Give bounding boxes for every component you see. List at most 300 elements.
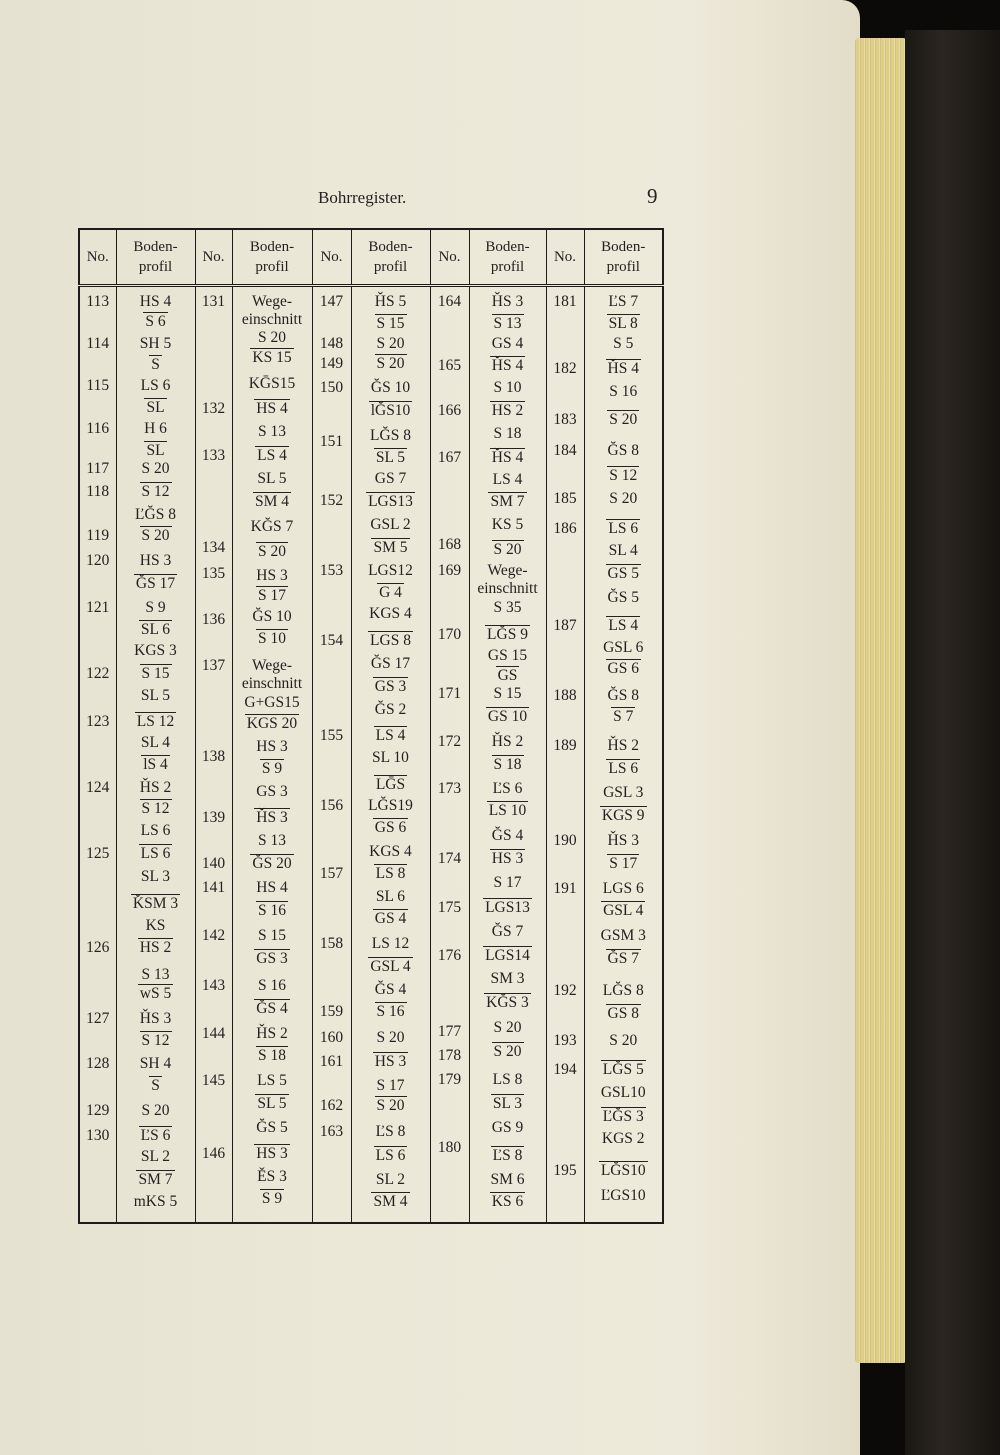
soil-profile-entry: SH 5 bbox=[139, 335, 172, 352]
soil-profile-entry: ĚS 3 bbox=[257, 1168, 287, 1185]
soil-profile-entry: SM 6 bbox=[490, 1171, 525, 1188]
soil-profile-entry: S 17 bbox=[493, 874, 522, 891]
register-number: 164 bbox=[437, 293, 462, 310]
soil-profile-entry: LĞS 8 bbox=[370, 427, 411, 444]
register-number: 132 bbox=[201, 400, 226, 417]
register-number: 128 bbox=[86, 1055, 110, 1072]
register-number: 174 bbox=[437, 850, 462, 867]
profile-column bbox=[116, 286, 195, 1224]
soil-profile-entry: S 13 bbox=[258, 423, 286, 440]
register-number: 146 bbox=[201, 1145, 226, 1162]
soil-profile-entry: KGS 4 bbox=[369, 605, 412, 622]
soil-profile-entry: HS 2 bbox=[139, 939, 172, 956]
soil-profile-entry: einschnitt bbox=[477, 580, 538, 597]
soil-profile-entry: ĞS 10 bbox=[370, 379, 411, 396]
soil-profile-entry: LS 4 bbox=[608, 617, 639, 634]
soil-profile-entry: HS 3 bbox=[256, 738, 288, 755]
register-number: 162 bbox=[319, 1097, 344, 1114]
soil-profile-entry: S 35 bbox=[493, 599, 522, 616]
soil-profile-entry: KĞS 3 bbox=[486, 994, 529, 1011]
soil-profile-entry: S 15 bbox=[258, 927, 286, 944]
soil-profile-entry: Wege- bbox=[487, 562, 528, 579]
soil-profile-entry: ȞS 4 bbox=[491, 357, 524, 374]
no-column bbox=[79, 286, 116, 1224]
soil-profile-entry: S 16 bbox=[609, 383, 638, 400]
register-number: 139 bbox=[201, 809, 226, 826]
profile-column bbox=[469, 286, 546, 1224]
soil-profile-entry: Wege- bbox=[251, 293, 293, 310]
register-number: 169 bbox=[437, 562, 462, 579]
soil-profile-entry: S 20 bbox=[376, 1097, 405, 1114]
soil-profile-entry: GS 4 bbox=[374, 910, 407, 927]
soil-profile-entry: KGS 2 bbox=[601, 1130, 645, 1147]
soil-profile-entry: S 7 bbox=[613, 708, 634, 725]
no-column bbox=[312, 286, 351, 1224]
soil-profile-entry: HS 4 bbox=[256, 879, 288, 896]
soil-profile-entry: GS 5 bbox=[607, 565, 639, 582]
register-number: 180 bbox=[437, 1139, 462, 1156]
soil-profile-entry: LS 10 bbox=[488, 802, 527, 819]
register-number: 161 bbox=[319, 1053, 344, 1070]
soil-profile-entry: S 13 bbox=[493, 315, 522, 332]
bore-register-table bbox=[78, 228, 664, 1224]
register-number: 181 bbox=[553, 293, 577, 310]
register-number: 184 bbox=[553, 442, 577, 459]
soil-profile-entry: LS 6 bbox=[140, 377, 171, 394]
soil-profile-entry: G+GS15 bbox=[244, 694, 300, 711]
soil-profile-entry: ȞS 4 bbox=[607, 360, 639, 377]
soil-profile-entry: S 20 bbox=[141, 1102, 170, 1119]
soil-profile-entry: S 12 bbox=[609, 467, 638, 484]
soil-profile-entry: ǨSM 3 bbox=[132, 895, 179, 912]
book-spine bbox=[905, 30, 1000, 1455]
soil-profile-entry: LS 4 bbox=[257, 447, 287, 464]
register-number: 115 bbox=[86, 377, 110, 394]
soil-profile-entry: S 18 bbox=[258, 1047, 286, 1064]
register-number: 152 bbox=[319, 492, 344, 509]
soil-profile-entry: ĞS 7 bbox=[607, 950, 639, 967]
register-number: 186 bbox=[553, 520, 577, 537]
soil-profile-entry: LGS13 bbox=[485, 899, 530, 916]
register-number: 135 bbox=[201, 565, 226, 582]
register-number: 126 bbox=[86, 939, 110, 956]
register-number: 176 bbox=[437, 947, 462, 964]
register-number: 194 bbox=[553, 1061, 577, 1078]
soil-profile-entry: LS 6 bbox=[140, 845, 171, 862]
soil-profile-entry: ĽS 8 bbox=[492, 1147, 523, 1164]
soil-profile-entry: KGS 3 bbox=[134, 642, 177, 659]
soil-profile-entry: SL 5 bbox=[257, 1095, 287, 1112]
soil-profile-entry: SL 4 bbox=[140, 734, 171, 751]
register-number: 116 bbox=[86, 420, 110, 437]
register-number: 165 bbox=[437, 357, 462, 374]
soil-profile-entry: S 20 bbox=[258, 543, 286, 560]
soil-profile-entry: S 18 bbox=[493, 756, 522, 773]
soil-profile-entry: S 9 bbox=[145, 599, 166, 616]
soil-profile-entry: S 15 bbox=[376, 315, 405, 332]
register-number: 182 bbox=[553, 360, 577, 377]
register-number: 172 bbox=[437, 733, 462, 750]
register-number: 137 bbox=[201, 657, 226, 674]
soil-profile-entry: HS 3 bbox=[491, 850, 524, 867]
soil-profile-entry: S 20 bbox=[609, 411, 638, 428]
soil-profile-entry: HS 4 bbox=[139, 293, 172, 310]
soil-profile-entry: LS 4 bbox=[375, 727, 406, 744]
header-no: No. bbox=[312, 229, 351, 286]
header-no: No. bbox=[430, 229, 469, 286]
soil-profile-entry: S 17 bbox=[609, 855, 638, 872]
register-number: 191 bbox=[553, 880, 577, 897]
register-number: 123 bbox=[86, 713, 110, 730]
register-number: 148 bbox=[319, 335, 344, 352]
soil-profile-entry: GS 9 bbox=[491, 1119, 524, 1136]
register-number: 177 bbox=[437, 1023, 462, 1040]
soil-profile-entry: lS 4 bbox=[143, 756, 168, 773]
register-number: 134 bbox=[201, 539, 226, 556]
register-number: 178 bbox=[437, 1047, 462, 1064]
soil-profile-entry: S 20 bbox=[609, 490, 638, 507]
soil-profile-entry: SL 2 bbox=[375, 1171, 406, 1188]
register-number: 185 bbox=[553, 490, 577, 507]
register-number: 118 bbox=[86, 483, 110, 500]
soil-profile-entry: LS 6 bbox=[140, 822, 171, 839]
soil-profile-entry: ĞS 17 bbox=[370, 655, 411, 672]
header-profile: Boden- profil bbox=[116, 229, 195, 286]
soil-profile-entry: LḠS bbox=[375, 776, 406, 793]
soil-profile-entry: S 12 bbox=[141, 1032, 170, 1049]
soil-profile-entry: S 20 bbox=[609, 1032, 638, 1049]
soil-profile-entry: KḠS15 bbox=[248, 375, 296, 392]
soil-profile-entry: SL 3 bbox=[140, 868, 171, 885]
register-number: 124 bbox=[86, 779, 110, 796]
register-number: 156 bbox=[319, 797, 344, 814]
soil-profile-entry: SH 4 bbox=[139, 1055, 172, 1072]
header-no: No. bbox=[79, 229, 116, 286]
register-number: 129 bbox=[86, 1102, 110, 1119]
soil-profile-entry: SL 8 bbox=[608, 315, 638, 332]
header-profile: Boden- profil bbox=[232, 229, 312, 286]
body-row bbox=[79, 286, 663, 1224]
register-number: 153 bbox=[319, 562, 344, 579]
soil-profile-entry: S 20 bbox=[258, 329, 286, 346]
soil-profile-entry: SL 10 bbox=[372, 749, 409, 766]
soil-profile-entry: GS 8 bbox=[607, 1005, 639, 1022]
soil-profile-entry: ĽS 6 bbox=[492, 780, 523, 797]
soil-profile-entry: GSL 6 bbox=[603, 639, 644, 656]
soil-profile-entry: LGS 6 bbox=[602, 880, 644, 897]
soil-profile-entry: LS 6 bbox=[608, 760, 639, 777]
soil-profile-entry: HS 3 bbox=[256, 567, 288, 584]
soil-profile-entry: SL 6 bbox=[375, 888, 406, 905]
soil-profile-entry: mKS 5 bbox=[133, 1193, 178, 1210]
profile-column bbox=[584, 286, 663, 1224]
soil-profile-entry: ĽS 7 bbox=[608, 293, 639, 310]
soil-profile-entry: HS 4 bbox=[256, 400, 288, 417]
register-number: 121 bbox=[86, 599, 110, 616]
register-number: 145 bbox=[201, 1072, 226, 1089]
soil-profile-entry: ĞS 4 bbox=[256, 1000, 288, 1017]
soil-profile-entry: SM 3 bbox=[490, 970, 525, 987]
soil-profile-entry: S 15 bbox=[493, 685, 522, 702]
soil-profile-entry: LS 6 bbox=[375, 1147, 406, 1164]
soil-profile-entry: ȞS 3 bbox=[139, 1010, 172, 1027]
no-column bbox=[546, 286, 584, 1224]
register-number: 190 bbox=[553, 832, 577, 849]
register-number: 114 bbox=[86, 335, 110, 352]
register-number: 125 bbox=[86, 845, 110, 862]
soil-profile-entry: SL 4 bbox=[608, 542, 638, 559]
soil-profile-entry: S 15 bbox=[141, 665, 170, 682]
soil-profile-entry: LGS14 bbox=[485, 947, 530, 964]
soil-profile-entry: KGS 9 bbox=[601, 807, 645, 824]
register-number: 192 bbox=[553, 982, 577, 999]
register-number: 122 bbox=[86, 665, 110, 682]
soil-profile-entry: ȞS 4 bbox=[491, 449, 524, 466]
soil-profile-entry: ĞS 20 bbox=[252, 855, 292, 872]
soil-profile-entry: S 20 bbox=[141, 527, 170, 544]
soil-profile-entry: ȞS 2 bbox=[139, 779, 172, 796]
register-number: 133 bbox=[201, 447, 226, 464]
soil-profile-entry: S 20 bbox=[376, 1029, 405, 1046]
register-number: 159 bbox=[319, 1003, 344, 1020]
register-number: 151 bbox=[319, 433, 344, 450]
soil-profile-entry: ĞS 4 bbox=[374, 981, 407, 998]
soil-profile-entry: ĞS 4 bbox=[491, 827, 524, 844]
no-column bbox=[195, 286, 232, 1224]
soil-profile-entry: ĞS 5 bbox=[256, 1119, 288, 1136]
register-number: 143 bbox=[201, 977, 226, 994]
header-profile: Boden- profil bbox=[351, 229, 430, 286]
soil-profile-entry: HS 2 bbox=[491, 402, 524, 419]
register-number: 127 bbox=[86, 1010, 110, 1027]
soil-profile-entry: ȞS 2 bbox=[256, 1025, 288, 1042]
soil-profile-entry: S 9 bbox=[261, 1190, 283, 1207]
soil-profile-entry: S 6 bbox=[145, 313, 166, 330]
soil-profile-entry: KS 5 bbox=[491, 516, 524, 533]
register-number: 155 bbox=[319, 727, 344, 744]
soil-profile-entry: KĞS 7 bbox=[250, 518, 294, 535]
soil-profile-entry: S 12 bbox=[141, 800, 170, 817]
soil-profile-entry: LS 6 bbox=[608, 520, 639, 537]
register-number: 195 bbox=[553, 1162, 577, 1179]
register-number: 188 bbox=[553, 687, 577, 704]
soil-profile-entry: S 13 bbox=[258, 832, 286, 849]
register-number: 136 bbox=[201, 611, 226, 628]
soil-profile-entry: LS 4 bbox=[492, 471, 523, 488]
soil-profile-entry: LĞS19 bbox=[368, 797, 413, 814]
running-title: Bohrregister. bbox=[318, 188, 407, 207]
soil-profile-entry: S 20 bbox=[493, 541, 522, 558]
soil-profile-entry: S 16 bbox=[258, 902, 286, 919]
soil-profile-entry: S 13 bbox=[141, 966, 170, 983]
soil-profile-entry: LS 8 bbox=[492, 1071, 523, 1088]
register-number: 168 bbox=[437, 536, 462, 553]
soil-profile-entry: Wege- bbox=[251, 657, 293, 674]
register-number: 120 bbox=[86, 552, 110, 569]
soil-profile-entry: LĞS 8 bbox=[602, 982, 644, 999]
soil-profile-entry: LGS 8 bbox=[370, 632, 411, 649]
header-no: No. bbox=[195, 229, 232, 286]
soil-profile-entry: S 16 bbox=[376, 1003, 405, 1020]
soil-profile-entry: SM 7 bbox=[490, 493, 525, 510]
soil-profile-entry: GS bbox=[497, 667, 518, 684]
register-number: 131 bbox=[201, 293, 226, 310]
soil-profile-entry: HS 3 bbox=[139, 552, 172, 569]
soil-profile-entry: ȞS 2 bbox=[607, 737, 639, 754]
soil-profile-entry: GS 3 bbox=[256, 950, 288, 967]
soil-profile-entry: GS 3 bbox=[374, 678, 407, 695]
soil-profile-entry: einschnitt bbox=[241, 311, 303, 328]
soil-profile-entry: GS 4 bbox=[491, 335, 524, 352]
register-number: 175 bbox=[437, 899, 462, 916]
register-number: 171 bbox=[437, 685, 462, 702]
soil-profile-entry: SL bbox=[146, 442, 165, 459]
soil-profile-entry: SL 5 bbox=[140, 687, 171, 704]
register-number: 142 bbox=[201, 927, 226, 944]
register-number: 144 bbox=[201, 1025, 226, 1042]
soil-profile-entry: H 6 bbox=[144, 420, 167, 437]
soil-profile-entry: SM 4 bbox=[254, 493, 290, 510]
soil-profile-entry: ȞS 3 bbox=[256, 809, 288, 826]
register-number: 183 bbox=[553, 411, 577, 428]
register-number: 119 bbox=[86, 527, 110, 544]
soil-profile-entry: SL 2 bbox=[140, 1148, 171, 1165]
register-number: 157 bbox=[319, 865, 344, 882]
register-number: 130 bbox=[86, 1127, 110, 1144]
soil-profile-entry: S 20 bbox=[376, 355, 405, 372]
soil-profile-entry: LS 12 bbox=[136, 713, 175, 730]
soil-profile-entry: S 10 bbox=[258, 630, 286, 647]
soil-profile-entry: ĽGS10 bbox=[600, 1187, 646, 1204]
soil-profile-entry: ĞS 17 bbox=[135, 575, 176, 592]
soil-profile-entry: LS 8 bbox=[375, 865, 406, 882]
soil-profile-entry: S 5 bbox=[613, 335, 634, 352]
soil-profile-entry: LĞS 5 bbox=[602, 1061, 644, 1078]
register-number: 160 bbox=[319, 1029, 344, 1046]
soil-profile-entry: ĽS 6 bbox=[140, 1127, 171, 1144]
soil-profile-entry: ĽĞS 3 bbox=[602, 1108, 644, 1125]
register-number: 140 bbox=[201, 855, 226, 872]
soil-profile-entry: ĞS 8 bbox=[607, 687, 639, 704]
soil-profile-entry: HS 3 bbox=[256, 1145, 288, 1162]
soil-profile-entry: S 12 bbox=[141, 483, 170, 500]
soil-profile-entry: G 4 bbox=[379, 584, 402, 601]
soil-profile-entry: S 20 bbox=[493, 1019, 522, 1036]
soil-profile-entry: ĽĞS 8 bbox=[135, 506, 176, 523]
profile-column bbox=[232, 286, 312, 1224]
soil-profile-entry: ĞS 8 bbox=[607, 442, 639, 459]
register-number: 166 bbox=[437, 402, 462, 419]
header-no: No. bbox=[546, 229, 584, 286]
register-number: 187 bbox=[553, 617, 577, 634]
soil-profile-entry: SL bbox=[146, 399, 165, 416]
soil-profile-entry: GS 6 bbox=[607, 660, 639, 677]
soil-profile-entry: GSL 3 bbox=[603, 784, 644, 801]
soil-profile-entry: GSL 4 bbox=[370, 958, 411, 975]
soil-profile-entry: ĞS 10 bbox=[252, 608, 292, 625]
soil-profile-entry: S 10 bbox=[493, 379, 522, 396]
register-number: 173 bbox=[437, 780, 462, 797]
soil-profile-entry: S 17 bbox=[376, 1077, 405, 1094]
soil-profile-entry: ȞS 3 bbox=[607, 832, 639, 849]
register-number: 189 bbox=[553, 737, 577, 754]
soil-profile-entry: KS 15 bbox=[252, 349, 292, 366]
soil-profile-entry: S 17 bbox=[258, 587, 286, 604]
register-number: 179 bbox=[437, 1071, 462, 1088]
soil-profile-entry: LĞS 9 bbox=[487, 626, 528, 643]
soil-profile-entry: SM 7 bbox=[138, 1171, 173, 1188]
soil-profile-entry: LS 5 bbox=[257, 1072, 287, 1089]
soil-profile-entry: S 20 bbox=[493, 1043, 522, 1060]
register-number: 167 bbox=[437, 449, 462, 466]
header-row bbox=[79, 229, 663, 286]
soil-profile-entry: HS 3 bbox=[374, 1053, 407, 1070]
register-number: 138 bbox=[201, 748, 226, 765]
profile-column bbox=[351, 286, 430, 1224]
soil-profile-entry: SM 5 bbox=[373, 539, 408, 556]
soil-profile-entry: S 9 bbox=[261, 760, 283, 777]
register-number: 170 bbox=[437, 626, 462, 643]
no-column bbox=[430, 286, 469, 1224]
soil-profile-entry: KGS 4 bbox=[369, 843, 412, 860]
soil-profile-entry: SL 6 bbox=[140, 621, 171, 638]
soil-profile-entry: S bbox=[151, 356, 160, 373]
soil-profile-entry: GS 10 bbox=[487, 708, 528, 725]
page-number: 9 bbox=[647, 184, 658, 208]
soil-profile-entry: SL 5 bbox=[257, 470, 287, 487]
soil-profile-entry: SL 3 bbox=[492, 1095, 523, 1112]
soil-profile-entry: GSL 4 bbox=[603, 902, 644, 919]
soil-profile-entry: lĞS10 bbox=[370, 402, 411, 419]
soil-profile-entry: einschnitt bbox=[241, 675, 303, 692]
soil-profile-entry: GS 15 bbox=[487, 647, 528, 664]
soil-profile-entry: LGS12 bbox=[368, 562, 413, 579]
soil-profile-entry: KS bbox=[145, 917, 166, 934]
register-number: 154 bbox=[319, 632, 344, 649]
soil-profile-entry: ȞS 2 bbox=[491, 733, 524, 750]
soil-profile-entry: GSL10 bbox=[600, 1084, 646, 1101]
soil-profile-entry: S 18 bbox=[493, 425, 522, 442]
page-edges bbox=[855, 38, 907, 1363]
soil-profile-entry: GSM 3 bbox=[600, 927, 646, 944]
soil-profile-entry: wS 5 bbox=[139, 985, 172, 1002]
soil-profile-entry: SM 4 bbox=[373, 1193, 408, 1210]
soil-profile-entry: ĽS 8 bbox=[375, 1123, 406, 1140]
soil-profile-entry: ĞS 7 bbox=[491, 923, 524, 940]
soil-profile-entry: GS 6 bbox=[374, 819, 407, 836]
register-number: 149 bbox=[319, 355, 344, 372]
soil-profile-entry: ȞS 3 bbox=[491, 293, 524, 310]
register-number: 150 bbox=[319, 379, 344, 396]
soil-profile-entry: S 16 bbox=[258, 977, 286, 994]
soil-profile-entry: S bbox=[151, 1077, 160, 1094]
register-number: 158 bbox=[319, 935, 344, 952]
register-number: 163 bbox=[319, 1123, 344, 1140]
soil-profile-entry: SL 5 bbox=[375, 449, 406, 466]
soil-profile-entry: S 20 bbox=[376, 335, 405, 352]
soil-profile-entry: LS 12 bbox=[371, 935, 410, 952]
soil-profile-entry: ĞS 2 bbox=[374, 701, 407, 718]
soil-profile-entry: LGS13 bbox=[368, 493, 413, 510]
soil-profile-entry: ĞS 5 bbox=[607, 589, 639, 606]
soil-profile-entry: LĞS10 bbox=[600, 1162, 646, 1179]
soil-profile-entry: GSL 2 bbox=[370, 516, 411, 533]
soil-profile-entry: GS 3 bbox=[256, 783, 288, 800]
soil-profile-entry: KS 6 bbox=[491, 1193, 524, 1210]
soil-profile-entry: KGS 20 bbox=[246, 715, 298, 732]
soil-profile-entry: GS 7 bbox=[374, 470, 407, 487]
soil-profile-entry: ȞS 5 bbox=[374, 293, 407, 310]
